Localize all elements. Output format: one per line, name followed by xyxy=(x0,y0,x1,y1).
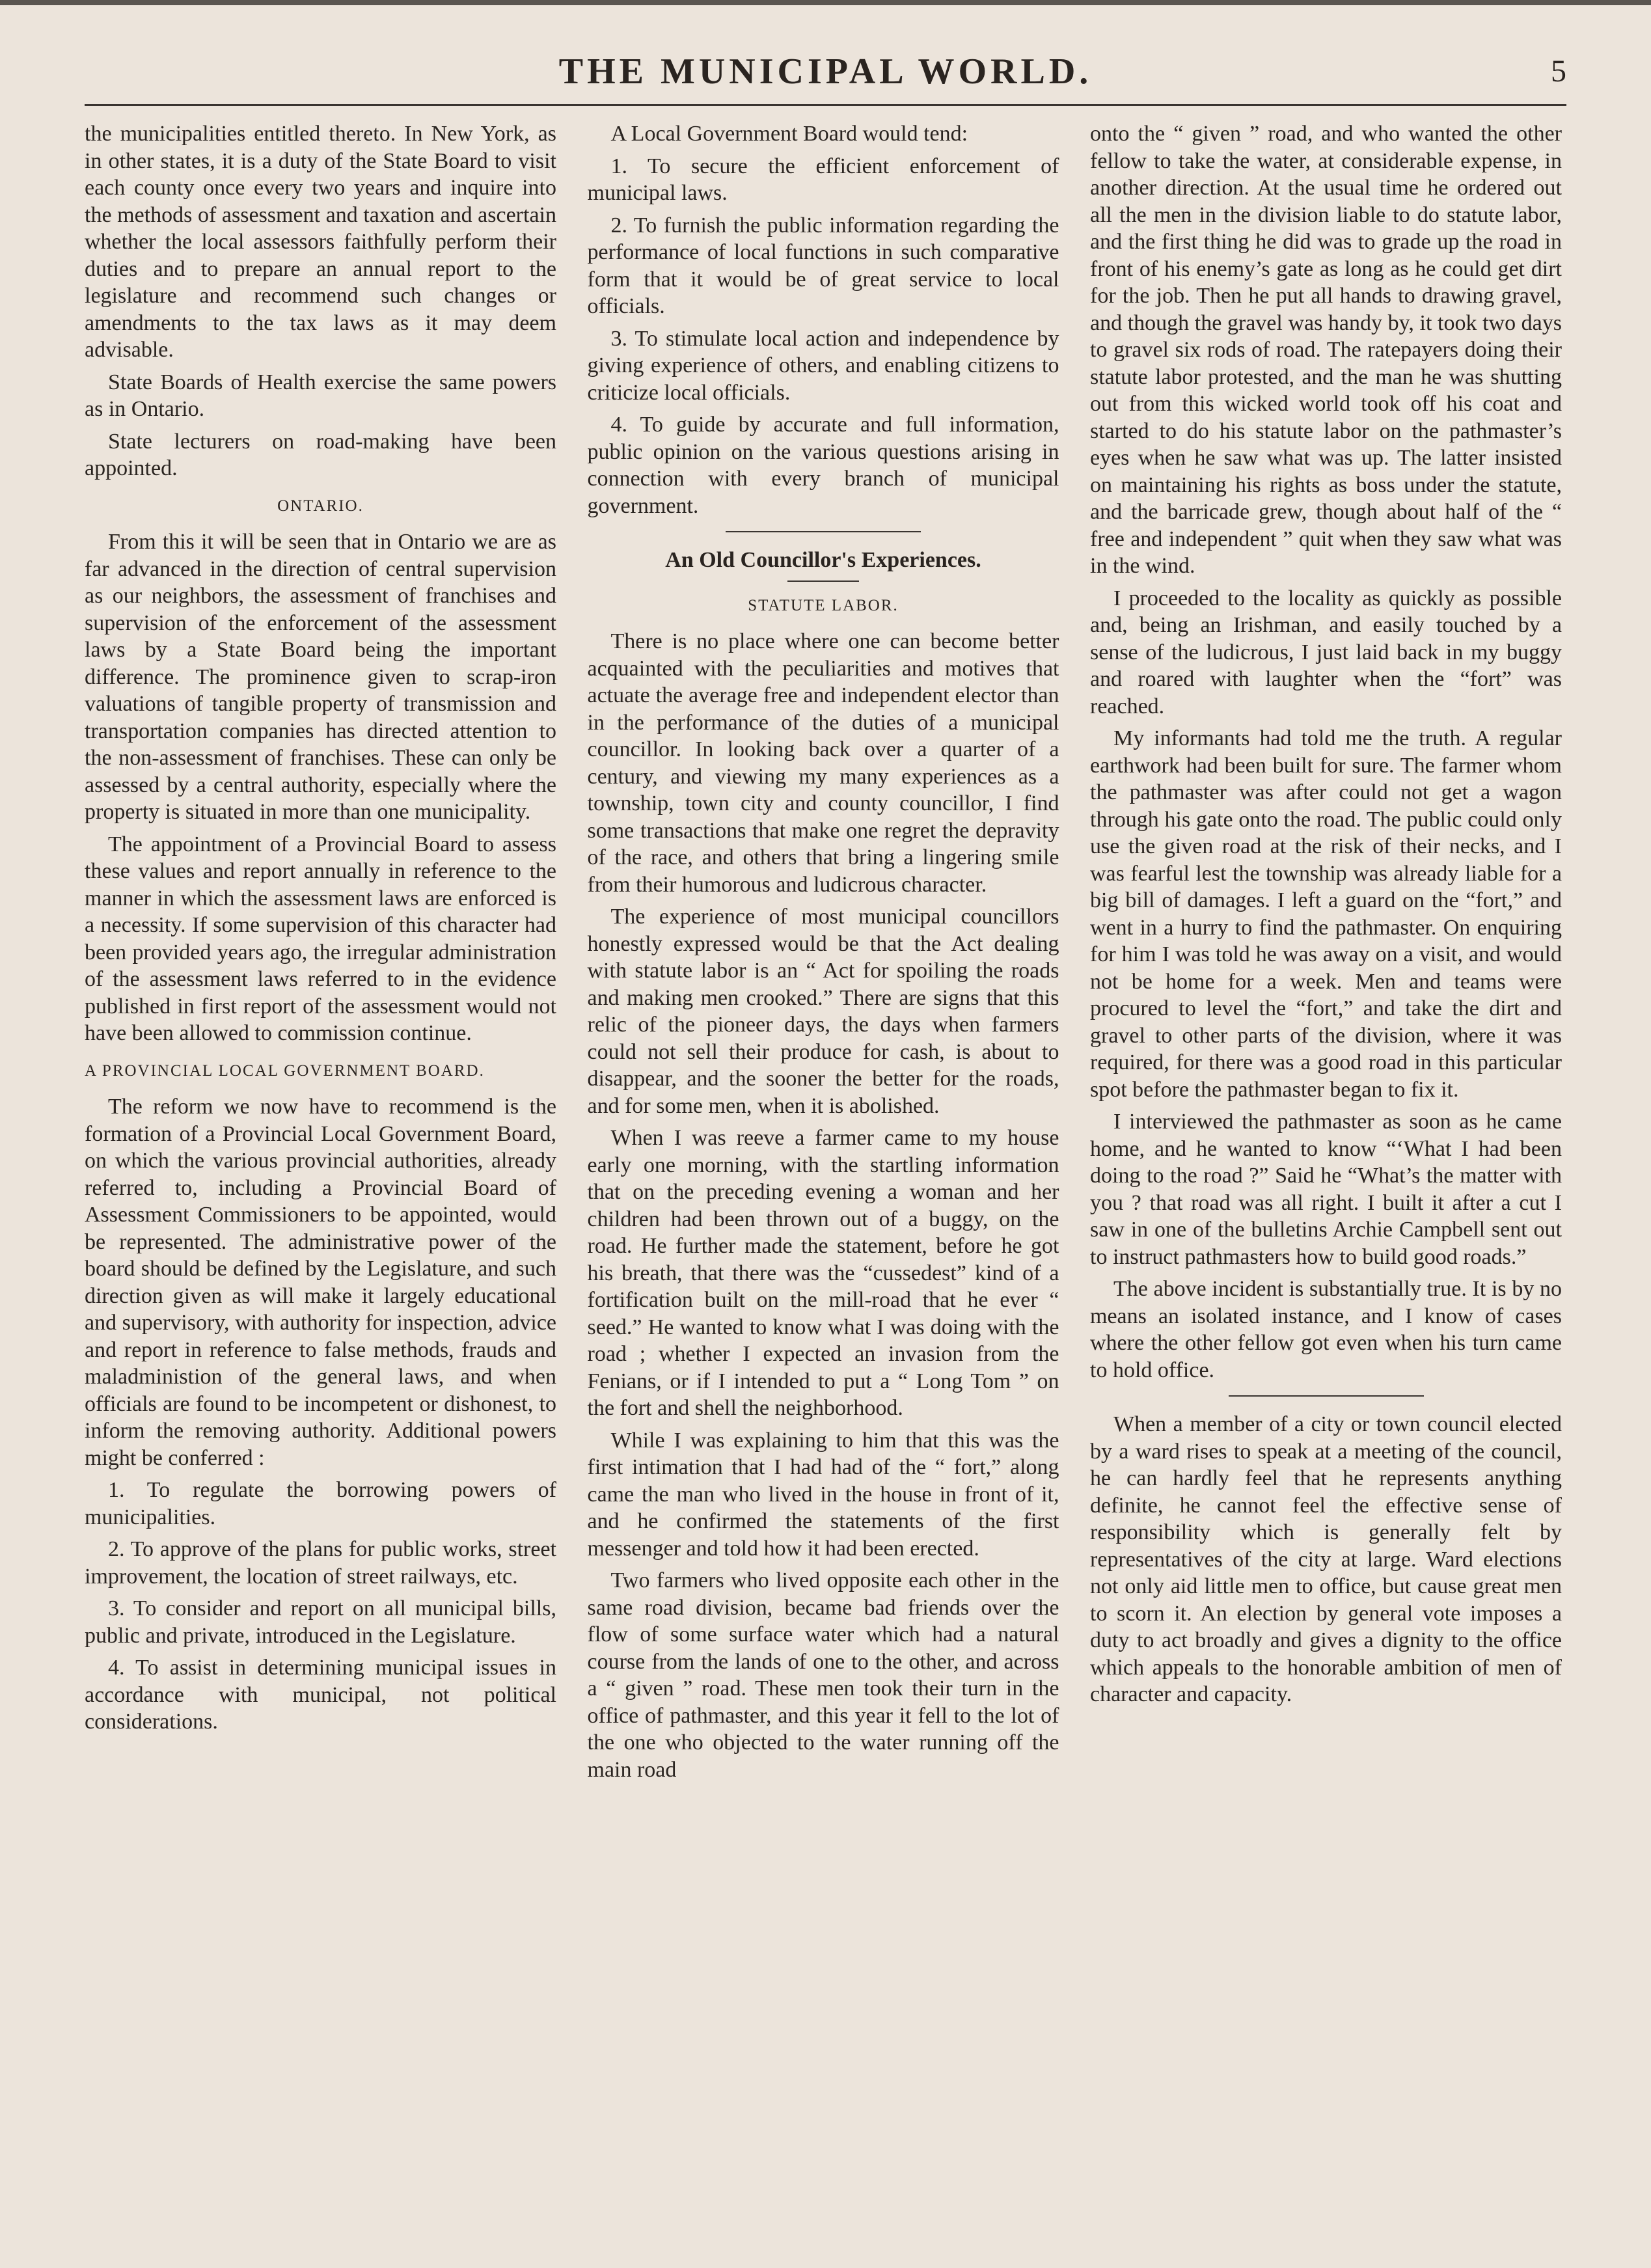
paragraph: When I was reeve a farmer came to my house early one morning, with the startling information that on the preceding evening a woman and her children had been thrown out of a buggy, on the road. He further made the statement, before he got his breath, that there was the “cussedest” kind of a fortification built on the mill-road that he ever “ seed.” He wanted to know what I was doing with the road ; whether I expected an invasion from the Fenians, or if I intended to put a “ Long Tom ” on the fort and shell the neighborhood. xyxy=(587,1126,1059,1420)
paragraph: Two farmers who lived opposite each other in the same road division, became bad friends over the flow of some surface water which had a natural course from the lands of one to the other, and across a “ given ” road. These men took their turn in the office of pathmaster, and this year it fell to the lot of the one who objected to the water running off the main road xyxy=(587,1568,1059,1782)
list-item: 1. To secure the efficient enforcement of municipal laws. xyxy=(587,154,1059,205)
paragraph: State lecturers on road-making have been appointed. xyxy=(85,429,556,480)
list-item: 1. To regulate the borrowing powers of municipalities. xyxy=(85,1478,556,1529)
list-item: 2. To furnish the public information regarding the performance of local functions in such comparative form that it would be of great service to local officials. xyxy=(587,213,1059,318)
page-header xyxy=(85,46,1566,98)
list-item: 3. To consider and report on all municipal bills, public and private, introduced in the Legislature. xyxy=(85,1596,556,1648)
paragraph: When a member of a city or town council elected by a ward rises to speak at a meeting of the council, he can hardly feel that he represents anything definite, he cannot feel the effective sense of responsibility which is generally felt by representatives of the city at large. Ward elections not only aid little men to office, but cause great men to scorn it. An election by general vote imposes a duty to act broadly and gives a dignity to the office which appeals to the honorable ambition of men of character and capacity. xyxy=(1090,1412,1562,1706)
top-edge-rule xyxy=(0,0,1651,5)
column-3 xyxy=(1090,120,1562,2151)
paragraph: The appointment of a Provincial Board to assess these values and report annually in reference to the manner in which the assessment laws are enforced is a necessity. If some supervision of this character had been provided years ago, the irregular administration of the assessment laws referred to in the evidence published in first report of the assessment would not have been allowed to commission continue. xyxy=(85,832,556,1045)
list-item: 4. To assist in determining municipal issues in accordance with municipal, not political considerations. xyxy=(85,1656,556,1734)
header-rule xyxy=(85,104,1566,106)
paragraph: onto the “ given ” road, and who wanted the other fellow to take the water, at considerable expense, in another direction. At the usual time he ordered out all the men in the division liable to do statute labor, and the first thing he did was to grade up the road in front of his enemy’s gate as long as he could get dirt for the job. Then he put all hands to drawing gravel, and though the gravel was handy by, it took two days to gravel six rods of road. The ratepayers doing their statute labor protested, and the man he was shutting out from this wicked world took off his coat and started to do his statute labor on the pathmaster’s eyes when he saw what was up. The latter insisted on maintaining his rights as boss under the statute, and the barricade grew, though about half of the “ free and independent ” quit when they saw what was in the wind. xyxy=(1090,122,1562,578)
paragraph: There is no place where one can become better acquainted with the peculiarities and motives that actuate the average free and independent elector than in the performance of the duties of a municipal councillor. In looking back over a quarter of a century, and viewing my many experiences as a township, town city and county councillor, I find some transactions that make one regret the depravity of the race, and others that bring a lingering smile from their humorous and ludicrous character. xyxy=(587,629,1059,897)
article-title: An Old Councillor's Experiences. xyxy=(665,548,981,572)
paragraph: the municipalities entitled thereto. In New York, as in other states, it is a duty of the State Board to visit each county once every two years and inquire into the methods of assessment and taxation and ascertain whether the local assessors faithfully perform their duties and to prepare an annual report to the legislature and recommend such changes or amendments to the tax laws as it may deem advisable. xyxy=(85,122,556,362)
paragraph: State Boards of Health exercise the same powers as in Ontario. xyxy=(85,370,556,421)
section-divider xyxy=(726,531,921,532)
paragraph: The above incident is substantially true. It is by no means an isolated instance, and I know of cases where the other fellow got even when his turn came to hold office. xyxy=(1090,1277,1562,1382)
paragraph: The reform we now have to recommend is the formation of a Provincial Local Government Board, on which the various provincial authorities, already referred to, including a Provincial Board of Assessment Commissioners to be appointed, would be represented. The administrative power of the board should be defined by the Legislature, and such direction given as will make it largely educational and supervisory, with authority for inspection, advice and report in reference to false methods, frauds and maladministion of the general laws, and when officials are found to be incompetent or dishonest, to inform the removing authority. Additional powers might be conferred : xyxy=(85,1095,556,1470)
paragraph: From this it will be seen that in Ontario we are as far advanced in the direction of central supervision as our neighbors, the assessment of franchises and supervision of the enforcement of the assessment laws by a State Board being the important difference. The prominence given to scrap-iron valuations of tangible property of transmission and transportation companies has directed attention to the non-assessment of franchises. These can only be assessed by a central authority, especially where the property is situated in more than one municipality. xyxy=(85,530,556,824)
section-divider xyxy=(1229,1395,1424,1397)
section-heading-ontario: ONTARIO. xyxy=(277,497,364,515)
column-1 xyxy=(85,120,556,2151)
section-heading-provincial-board: A PROVINCIAL LOCAL GOVERNMENT BOARD. xyxy=(85,1061,485,1080)
paragraph: A Local Government Board would tend: xyxy=(610,122,968,146)
paragraph: I proceeded to the locality as quickly as possible and, being an Irishman, and easily touched by a sense of the ludicrous, I just laid back in my buggy and roared with laughter when the “fort” was reached. xyxy=(1090,586,1562,718)
masthead-title: THE MUNICIPAL WORLD. xyxy=(558,51,1093,92)
title-rule xyxy=(787,581,859,582)
column-2 xyxy=(588,120,1059,2151)
paragraph: The experience of most municipal councillors honestly expressed would be that the Act dealing with statute labor is an “ Act for spoiling the roads and making men crooked.” There are signs that this relic of the pioneer days, the days when farmers could not sell their produce for cash, is about to disappear, and the sooner the better for the roads, and for some men, when it is abolished. xyxy=(587,905,1059,1118)
paragraph: I interviewed the pathmaster as soon as he came home, and he wanted to know “‘What I had been doing to the road ?” Said he “What’s the matter with you ? that road was all right. I built it after a cut I saw in one of the bulletins Archie Campbell sent out to instruct pathmasters how to build good roads.” xyxy=(1090,1110,1562,1269)
paragraph: My informants had told me the truth. A regular earthwork had been built for sure. The farmer whom the pathmaster was after could not get a wagon through his gate onto the road. The public could only use the given road at the risk of their necks, and I was fearful lest the township was already liable for a big bill of damages. I left a guard on the “fort,” and went in a hurry to find the pathmaster. On enquiring for him I was told he was away on a visit, and would not be home for a week. Men and teams were procured to level the “fort,” and take the dirt and gravel to other parts of the division, where it was required, for there was a good road in this particular spot before the pathmaster began to fix it. xyxy=(1090,726,1562,1102)
list-item: 4. To guide by accurate and full information, public opinion on the various questions arising in connection with every branch of municipal government. xyxy=(587,413,1059,518)
paragraph: While I was explaining to him that this was the first intimation that I had had of the “ fort,” along came the man who lived in the house in front of it, and he confirmed the statements of the first messenger and told how it had been erected. xyxy=(587,1428,1059,1561)
list-item: 3. To stimulate local action and independence by giving experience of others, and enabling citizens to criticize local officials. xyxy=(587,326,1059,405)
section-heading-statute-labor: STATUTE LABOR. xyxy=(748,596,899,614)
article-columns xyxy=(85,120,1562,2151)
page-number: 5 xyxy=(1551,54,1566,89)
list-item: 2. To approve of the plans for public works, street improvement, the location of street railways, etc. xyxy=(85,1537,556,1589)
